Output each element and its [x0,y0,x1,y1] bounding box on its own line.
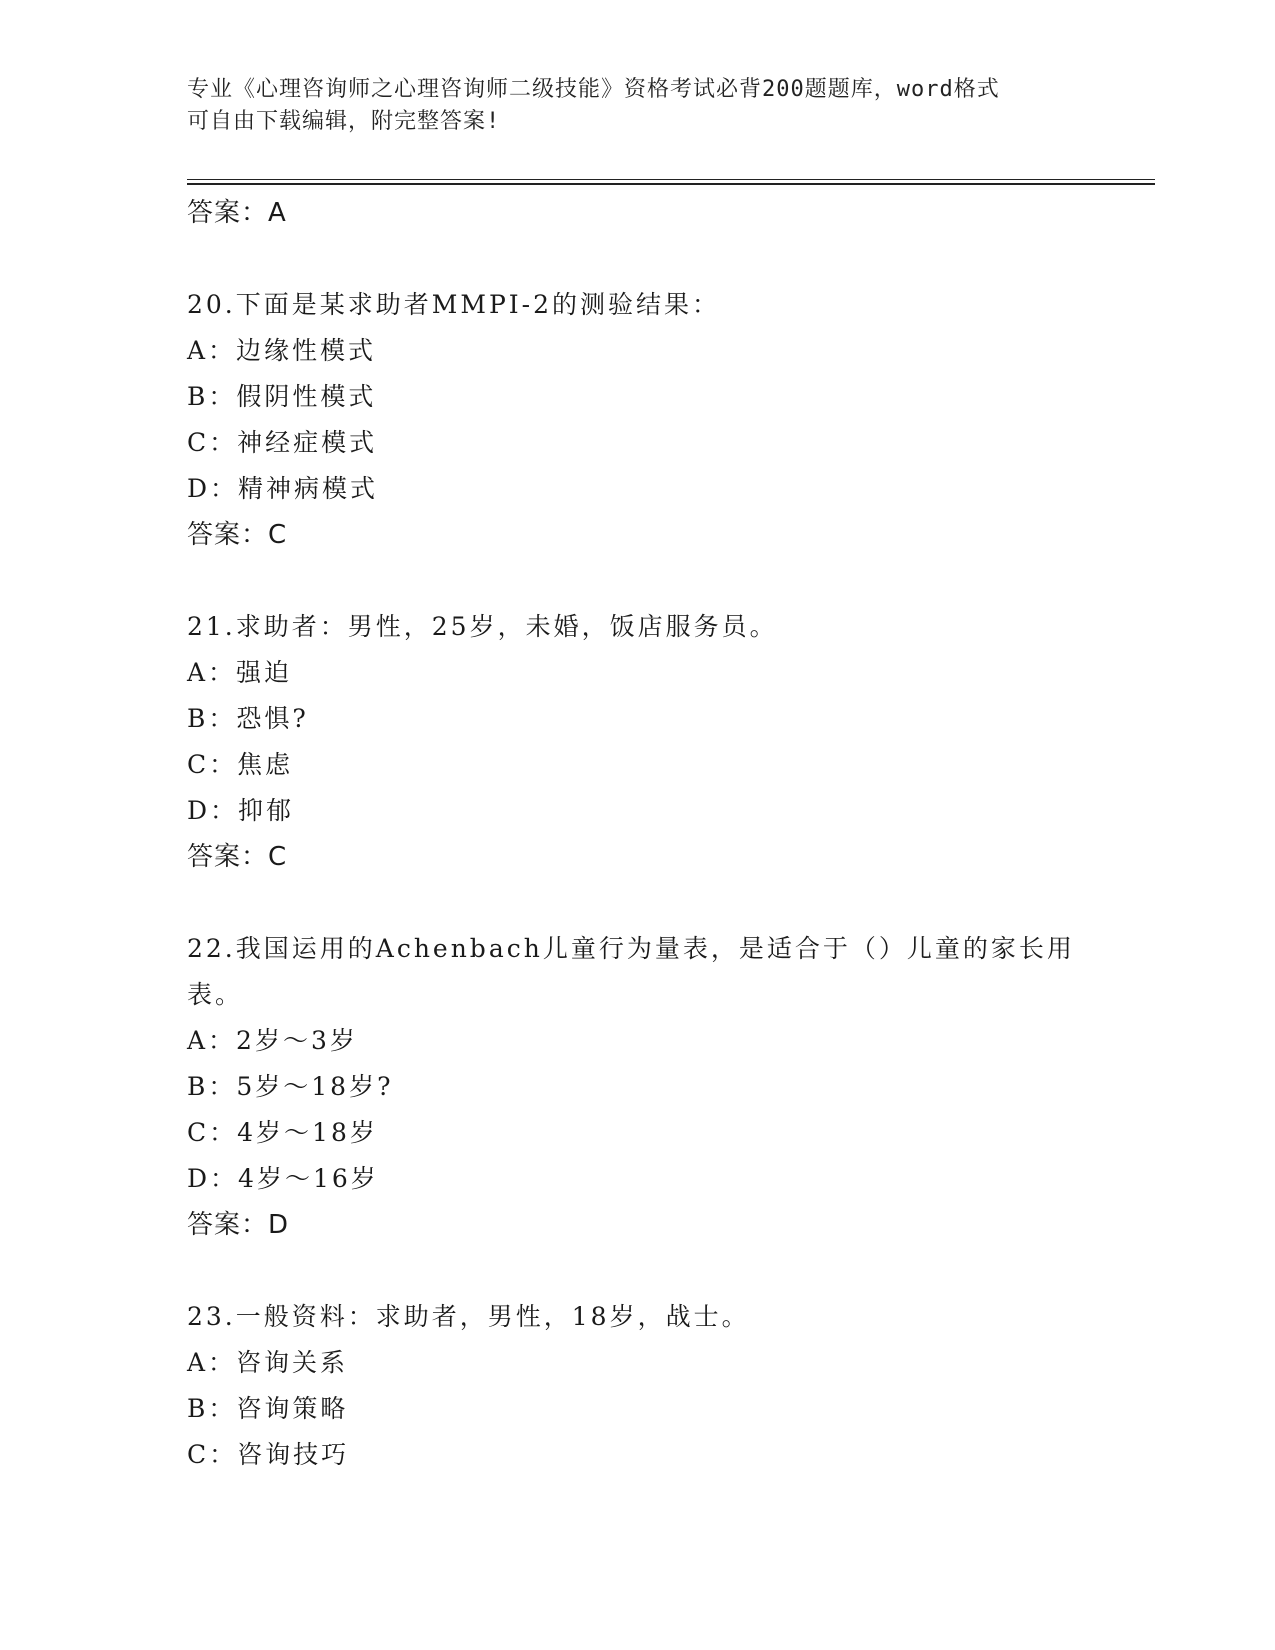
question-stem-continued: 表。 [187,980,244,1009]
question-stem: 20.下面是某求助者MMPI-2的测验结果： [187,290,721,319]
option-b: B：恐惧? [187,704,309,733]
option-b: B：假阴性模式 [187,382,377,411]
question-stem: 23.一般资料：求助者，男性，18岁，战士。 [187,1302,750,1331]
question-list [187,190,1087,1478]
option-a: A：咨询关系 [187,1348,349,1377]
option-c: C：咨询技巧 [187,1440,350,1469]
header-rule-thick [187,183,1155,185]
question-stem: 22.我国运用的Achenbach儿童行为量表，是适合于（）儿童的家长用 [187,934,1075,963]
question-23 [187,1294,1087,1478]
option-a: A：强迫 [187,658,293,687]
option-b: B：5岁～18岁? [187,1072,394,1101]
option-d: D：精神病模式 [187,474,379,503]
question-21 [187,604,1087,880]
header-line-2: 可自由下载编辑，附完整答案! [187,109,501,134]
question-stem: 21.求助者：男性，25岁，未婚，饭店服务员。 [187,612,778,641]
answer: 答案：C [187,520,288,550]
option-d: D：抑郁 [187,796,295,825]
option-c: C：4岁～18岁 [187,1118,378,1147]
document-header [187,74,1087,138]
question-20 [187,282,1087,558]
header-line-1: 专业《心理咨询师之心理咨询师二级技能》资格考试必背200题题库，word格式 [187,77,1000,102]
answer: 答案：D [187,1210,290,1240]
option-c: C：焦虑 [187,750,294,779]
answer: 答案：C [187,842,288,872]
option-a: A：2岁～3岁 [187,1026,358,1055]
option-a: A：边缘性模式 [187,336,377,365]
answer-previous: 答案：A [187,198,287,228]
header-rule-thin [187,179,1155,180]
option-b: B：咨询策略 [187,1394,349,1423]
option-d: D：4岁～16岁 [187,1164,379,1193]
option-c: C：神经症模式 [187,428,378,457]
question-22 [187,926,1087,1248]
